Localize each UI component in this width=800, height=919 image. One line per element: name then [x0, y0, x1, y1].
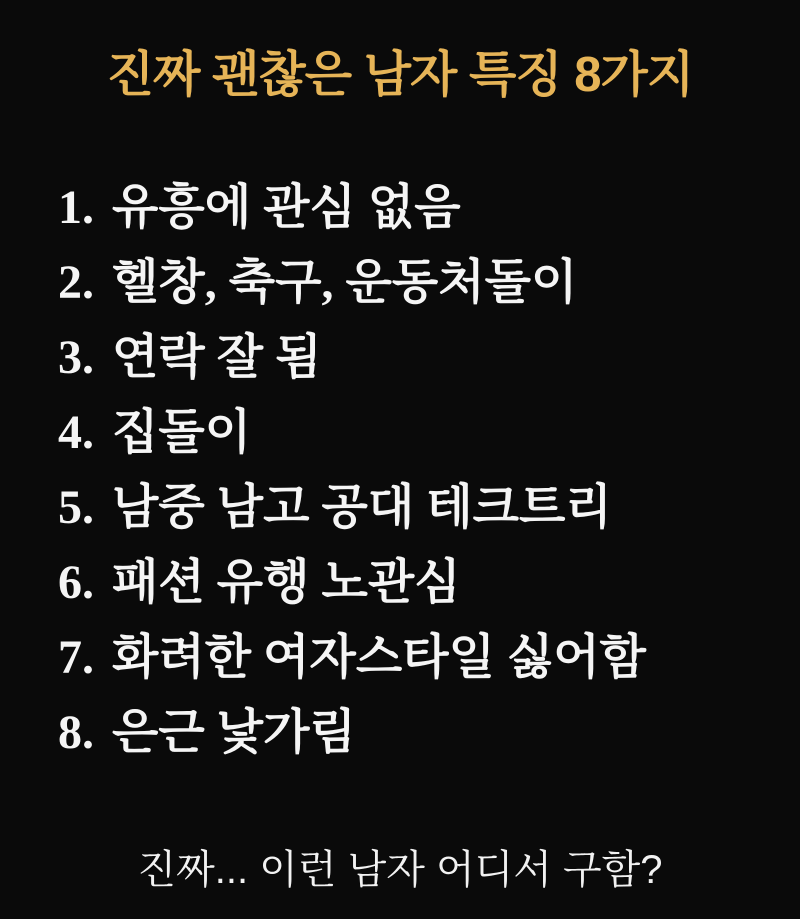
list-item [58, 620, 770, 695]
list-item [58, 395, 770, 470]
item-text: 집돌이 [112, 406, 252, 459]
item-number: 5. [58, 481, 94, 534]
item-number: 1. [58, 181, 94, 234]
caption: 진짜... 이런 남자 어디서 구함? [137, 848, 663, 892]
item-text: 패션 유행 노관심 [112, 556, 461, 609]
item-number: 4. [58, 406, 94, 459]
item-text: 연락 잘 됨 [112, 331, 322, 384]
item-number: 2. [58, 256, 94, 309]
item-text: 남중 남고 공대 테크트리 [112, 481, 612, 534]
page-title: 진짜 괜찮은 남자 특징 8가지 [106, 48, 694, 102]
item-number: 6. [58, 556, 94, 609]
list-item [58, 545, 770, 620]
item-number: 7. [58, 631, 94, 684]
item-text: 헬창, 축구, 운동처돌이 [112, 256, 578, 309]
item-number: 3. [58, 331, 94, 384]
list-item [58, 170, 770, 245]
list-item [58, 320, 770, 395]
item-text: 은근 낯가림 [112, 706, 356, 759]
list-item [58, 695, 770, 770]
list-item [58, 245, 770, 320]
traits-list [58, 170, 770, 770]
item-number: 8. [58, 706, 94, 759]
item-text: 유흥에 관심 없음 [112, 181, 461, 234]
list-item [58, 470, 770, 545]
item-text: 화려한 여자스타일 싫어함 [112, 631, 647, 684]
